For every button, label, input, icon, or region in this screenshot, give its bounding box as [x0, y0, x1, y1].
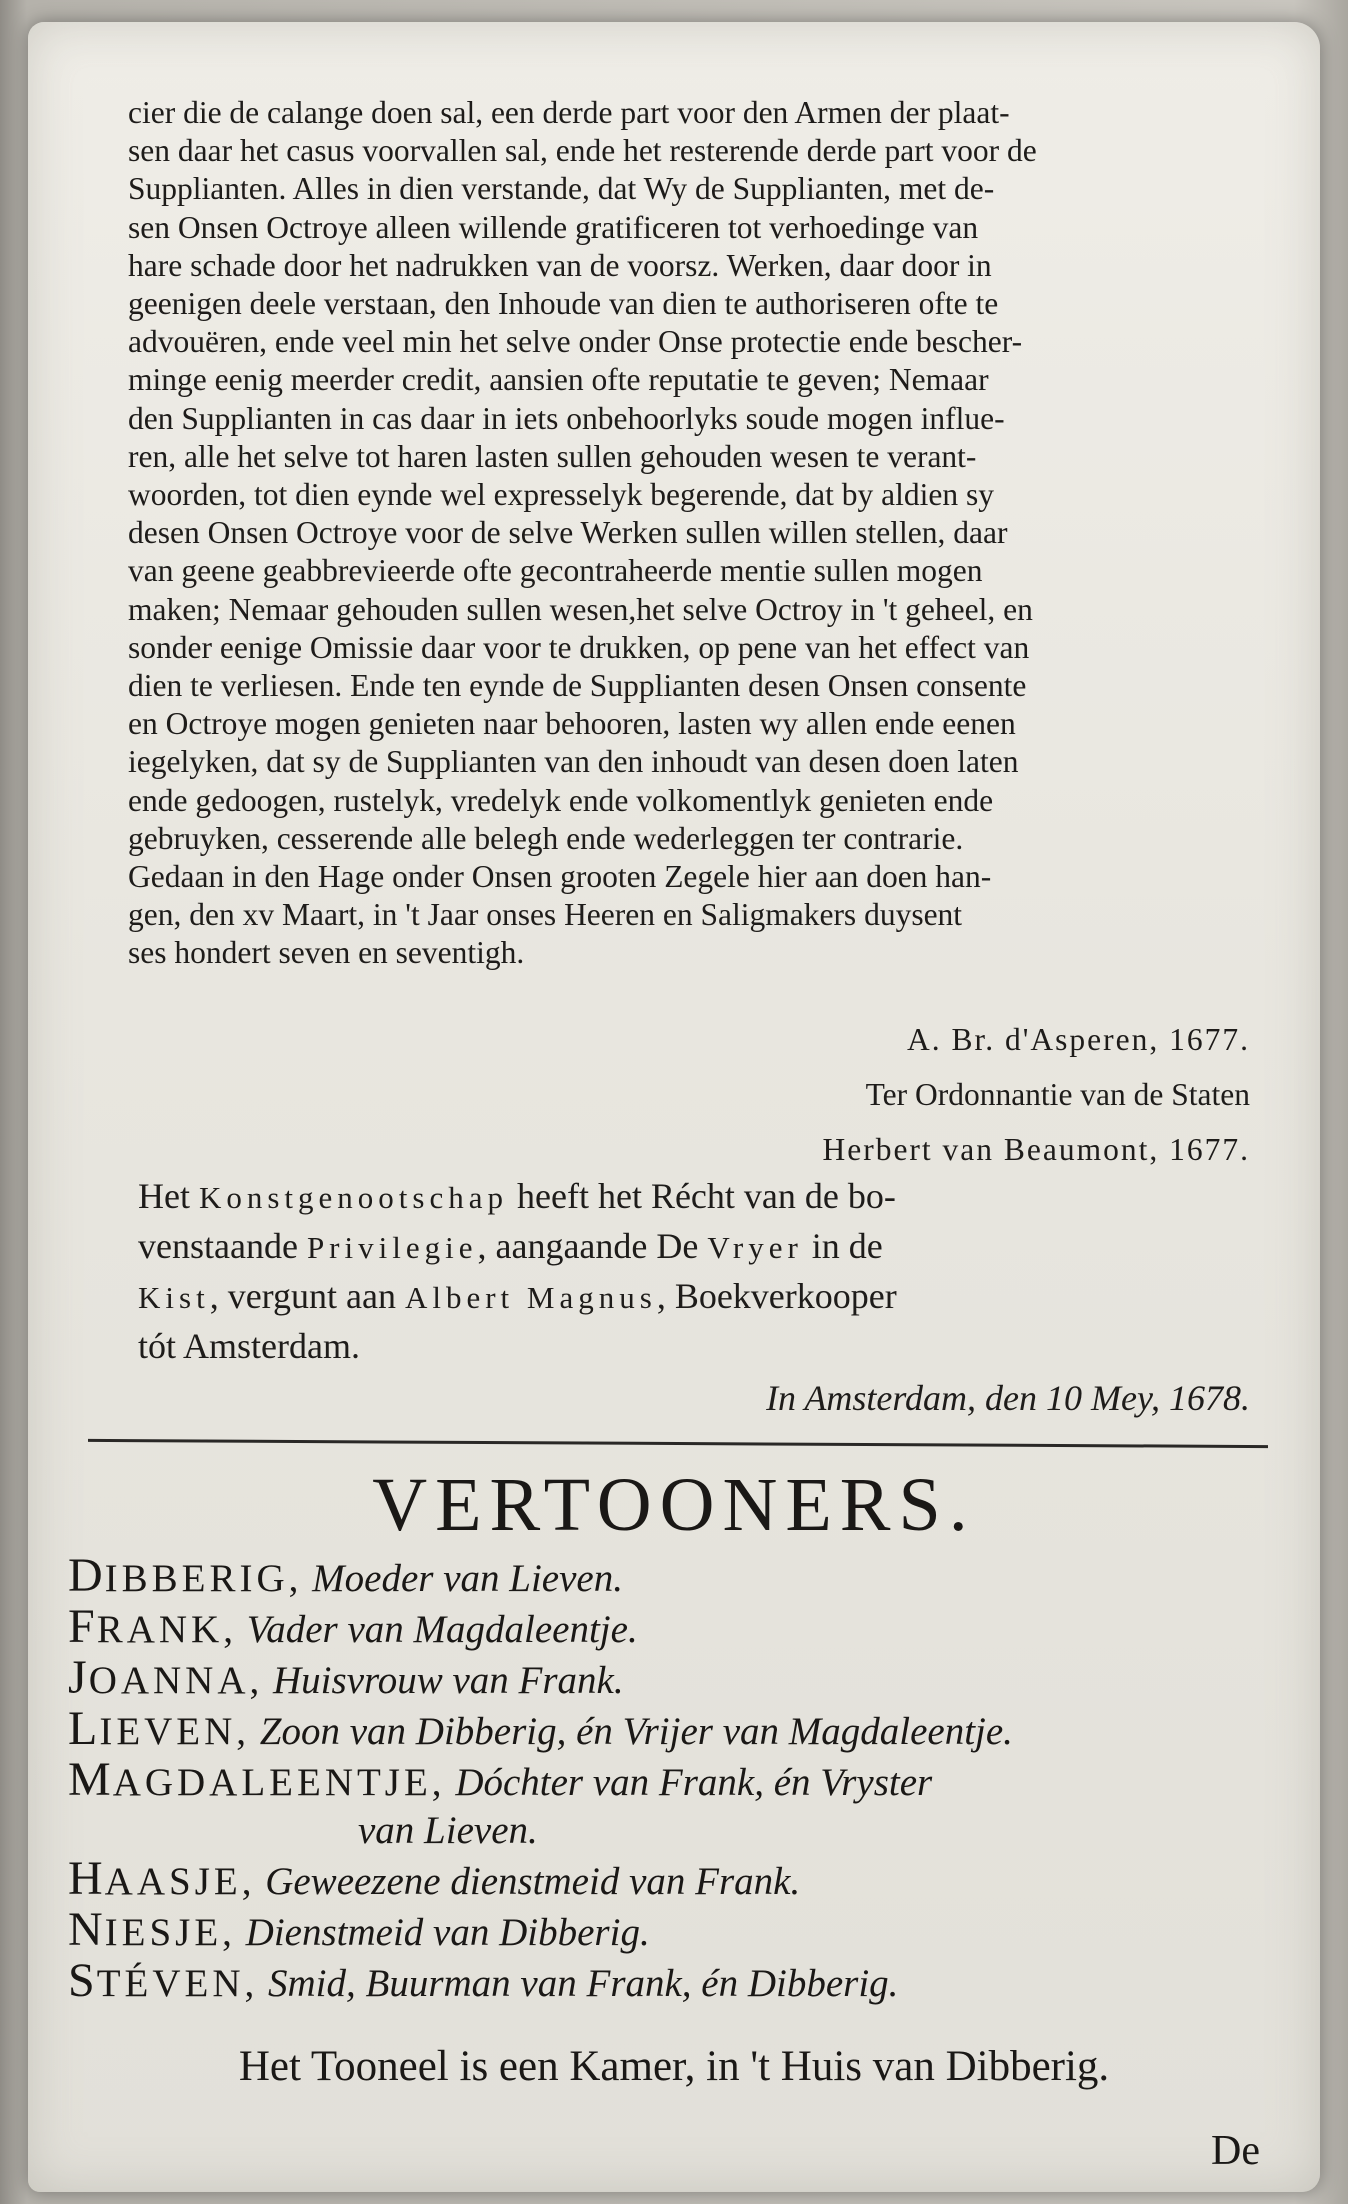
- privilege-text: [128, 94, 1298, 973]
- character-entry: [68, 1753, 1288, 1807]
- character-name: [68, 1903, 236, 1956]
- character-name: [68, 1549, 303, 1602]
- character-name-rest: IBBERIG,: [104, 1557, 303, 1600]
- privilege-line: ren, alle het selve tot haren lasten sullen gehouden wesen te verant-: [128, 438, 977, 474]
- dramatis-personae-heading: VERTOONERS.: [372, 1463, 976, 1547]
- character-name-rest: OANNA,: [88, 1659, 264, 1702]
- signature-beaumont: Herbert van Beaumont, 1677.: [822, 1132, 1250, 1167]
- character-description-continued: van Lieven.: [358, 1809, 538, 1852]
- privilege-line: ende gedoogen, rustelyk, vredelyk ende volkomentlyk genieten ende: [128, 782, 994, 818]
- notice-text: tót Amsterdam.: [138, 1326, 360, 1366]
- character-name: [68, 1600, 237, 1653]
- privilege-line: hare schade door het nadrukken van de voorsz. Werken, daar door in: [128, 247, 992, 283]
- privilege-line: minge eenig meerder credit, aansien ofte reputatie te geven; Nemaar: [128, 362, 989, 398]
- character-name-rest: TÉVEN,: [96, 1962, 259, 2005]
- privilege-line: van geene geabbrevieerde ofte gecontraheerde mentie sullen mogen: [128, 553, 983, 589]
- character-entry: [68, 1651, 1288, 1705]
- privilege-line: sen Onsen Octroye alleen willende gratificeren tot verhoedinge van: [128, 209, 979, 245]
- notice-text: , aangaande De: [477, 1226, 708, 1266]
- character-description: Zoon van Dibberig, én Vrijer van Magdaleentje.: [259, 1710, 1013, 1753]
- character-description: Dienstmeid van Dibberig.: [245, 1911, 650, 1954]
- character-initial: F: [68, 1600, 97, 1653]
- character-name: [68, 1852, 256, 1905]
- notice-kist: Kist: [138, 1280, 210, 1315]
- character-name: [68, 1954, 259, 2007]
- privilege-line: desen Onsen Octroye voor de selve Werken sullen willen stellen, daar: [128, 515, 1008, 551]
- character-list: [68, 1549, 1288, 2008]
- privilege-line: Gedaan in den Hage onder Onsen grooten Zegele hier aan doen han-: [128, 859, 992, 895]
- privilege-line: gebruyken, cesserende alle belegh ende wederleggen ter contrarie.: [128, 820, 964, 856]
- notice-text: in de: [802, 1226, 883, 1266]
- privilege-line: maken; Nemaar gehouden sullen wesen,het selve Octroy in 't geheel, en: [128, 591, 1033, 627]
- character-entry: [68, 1954, 1288, 2008]
- character-name-rest: IESJE,: [104, 1911, 236, 1954]
- notice-text: , Boekverkooper: [656, 1276, 897, 1316]
- notice-albert-magnus: Albert Magnus: [404, 1280, 657, 1315]
- privilege-line: ses hondert seven en seventigh.: [128, 935, 525, 971]
- catchword: De: [1211, 2128, 1260, 2174]
- character-description: Huisvrouw van Frank.: [273, 1659, 624, 1702]
- privilege-line: sonder eenige Omissie daar voor te drukken, op pene van het effect van: [128, 629, 1030, 665]
- character-entry: [68, 1903, 1288, 1957]
- character-name: [68, 1651, 264, 1704]
- character-initial: N: [68, 1903, 105, 1956]
- character-initial: S: [68, 1954, 97, 2007]
- character-description: Vader van Magdaleentje.: [246, 1608, 638, 1651]
- privilege-line: sen daar het casus voorvallen sal, ende het resterende derde part voor de: [128, 133, 1037, 169]
- character-entry: [68, 1600, 1288, 1654]
- character-entry: [68, 1702, 1288, 1756]
- signature-asperen: A. Br. d'Asperen, 1677.: [906, 1022, 1250, 1057]
- character-name: [68, 1753, 446, 1806]
- character-description: Smid, Buurman van Frank, én Dibberig.: [268, 1962, 899, 2005]
- notice-text: heeft het Récht van de bo-: [508, 1176, 896, 1216]
- signature-block: [350, 1012, 1250, 1177]
- character-name-rest: AASJE,: [104, 1860, 256, 1903]
- notice-text: , vergunt aan: [209, 1276, 405, 1316]
- character-name-rest: RANK,: [96, 1608, 237, 1651]
- dateline: In Amsterdam, den 10 Mey, 1678.: [766, 1378, 1250, 1418]
- character-name-rest: AGDALEENTJE,: [112, 1761, 446, 1804]
- privilege-line: woorden, tot dien eynde wel expresselyk begerende, dat by aldien sy: [128, 477, 994, 513]
- privilege-line: cier die de calange doen sal, een derde part voor den Armen der plaat-: [128, 95, 1010, 130]
- character-entry: [68, 1549, 1288, 1603]
- notice-konstgenootschap: Konstgenootschap: [198, 1180, 509, 1215]
- signature-ordonnantie: Ter Ordonnantie van de Staten: [865, 1077, 1250, 1112]
- character-initial: D: [68, 1549, 105, 1602]
- privilege-line: den Supplianten in cas daar in iets onbehoorlyks soude mogen influe-: [128, 400, 1005, 436]
- character-entry: [68, 1852, 1288, 1906]
- privilege-line: geenigen deele verstaan, den Inhoude van dien te authoriseren ofte te: [128, 286, 999, 322]
- privilege-line: en Octroye mogen genieten naar behooren, lasten wy allen ende eenen: [128, 706, 1016, 742]
- notice-text: Het: [138, 1176, 199, 1216]
- character-initial: H: [68, 1852, 105, 1905]
- privilege-line: gen, den xv Maart, in 't Jaar onses Heeren en Saligmakers duysent: [128, 897, 963, 933]
- character-name: [68, 1702, 251, 1755]
- privilege-line: dien te verliesen. Ende ten eynde de Supplianten desen Onsen consente: [128, 668, 1027, 704]
- character-initial: J: [68, 1651, 89, 1704]
- notice-vryer: Vryer: [707, 1230, 803, 1265]
- character-initial: M: [68, 1753, 113, 1806]
- notice-text: venstaande: [138, 1226, 307, 1266]
- license-notice: [138, 1172, 1288, 1371]
- character-description: Moeder van Lieven.: [312, 1557, 623, 1600]
- scene-description: Het Tooneel is een Kamer, in 't Huis van Dibberig.: [238, 2043, 1110, 2090]
- character-name-rest: IEVEN,: [99, 1710, 251, 1753]
- horizontal-rule: [88, 1439, 1268, 1448]
- character-description: Geweezene dienstmeid van Frank.: [265, 1860, 801, 1903]
- notice-privilegie: Privilegie: [306, 1230, 478, 1265]
- privilege-line: iegelyken, dat sy de Supplianten van den inhoudt van desen doen laten: [128, 744, 1019, 780]
- book-page: [28, 22, 1320, 2192]
- privilege-line: Supplianten. Alles in dien verstande, dat Wy de Supplianten, met de-: [128, 171, 995, 207]
- privilege-line: advouëren, ende veel min het selve onder Onse protectie ende bescher-: [128, 324, 1023, 360]
- character-initial: L: [68, 1702, 100, 1755]
- character-description: Dóchter van Frank, én Vryster: [455, 1761, 933, 1804]
